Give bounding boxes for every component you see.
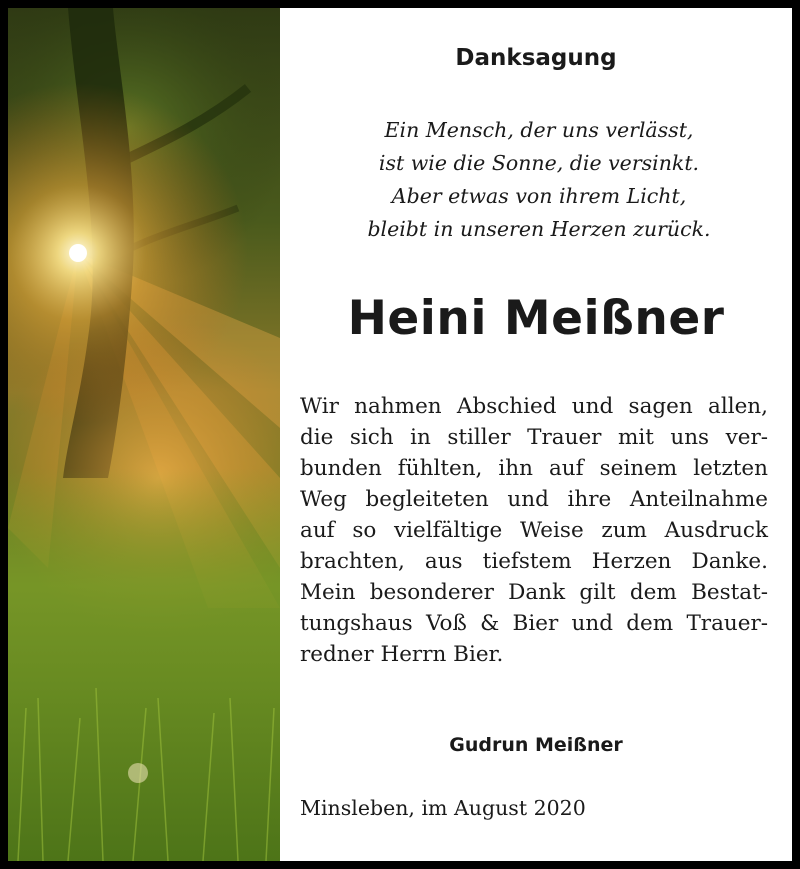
text-column bbox=[280, 8, 792, 861]
sunlit-forest-image bbox=[8, 8, 280, 861]
poem-line: Ein Mensch, der uns verlässt, bbox=[384, 118, 694, 142]
signature-name: Gudrun Meißner bbox=[449, 734, 623, 756]
notice-title: Danksagung bbox=[455, 45, 617, 71]
poem-line: bleibt in unseren Herzen zurück. bbox=[367, 217, 711, 241]
poem-line: ist wie die Sonne, die versinkt. bbox=[378, 151, 700, 175]
message-line: bunden fühlten, ihn auf seinem letzten bbox=[300, 456, 768, 481]
message-line: Wir nahmen Abschied und sagen allen, bbox=[300, 394, 768, 419]
place-date: Minsleben, im August 2020 bbox=[300, 796, 586, 820]
message-line: redner Herrn Bier. bbox=[300, 642, 504, 667]
obituary-card bbox=[8, 8, 792, 861]
deceased-name: Heini Meißner bbox=[347, 291, 725, 346]
message-line: auf so vielfältige Weise zum Ausdruck bbox=[300, 518, 768, 543]
thanks-message bbox=[300, 391, 768, 670]
message-line: Weg begleiteten und ihre Anteilnahme bbox=[300, 487, 768, 512]
message-line: Mein besonderer Dank gilt dem Bestat- bbox=[300, 580, 768, 605]
message-line: tungshaus Voß & Bier und dem Trauer- bbox=[300, 611, 768, 636]
message-line: die sich in stiller Trauer mit uns ver- bbox=[300, 425, 768, 450]
memorial-poem bbox=[320, 114, 758, 246]
poem-line: Aber etwas von ihrem Licht, bbox=[391, 184, 687, 208]
message-line: brachten, aus tiefstem Herzen Danke. bbox=[300, 549, 768, 574]
